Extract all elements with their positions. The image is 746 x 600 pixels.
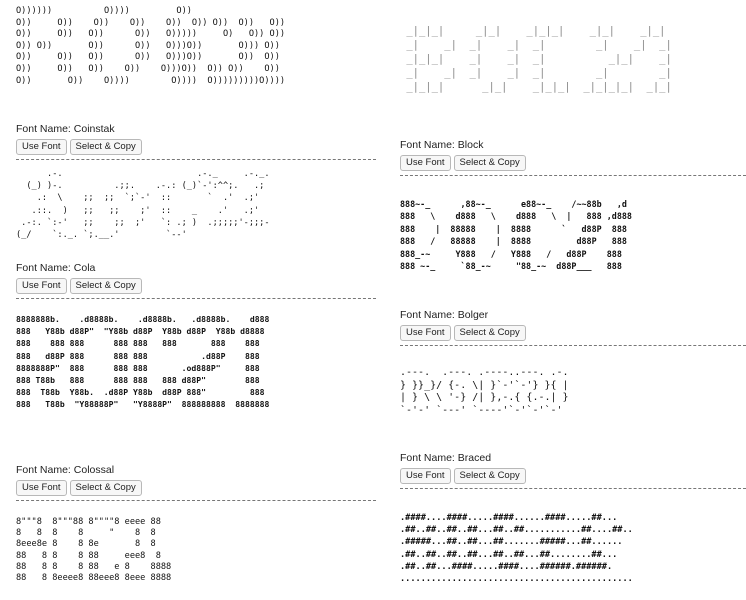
select-copy-button[interactable]: Select & Copy: [70, 480, 142, 496]
font-card-braced: [400, 452, 746, 489]
ascii-art-colossal: 8888888b. .d8888b. .d8888b. .d8888b. d888 888 Y88b d88P" "Y88b d88P Y88b d88P Y88b d8888 888 888 888 888 888 888 888 888 888 d88P 888 888 888 .d88P 888 8888888P" 888 888 888 .od888P" 888 888 T88b 888 888 888 888 d88P" 888 888 T88b Y88b. .d88P Y88b d88P 888" 888 888 T88b "Y88888P" "Y8888P" 888888888 8888888: [16, 314, 270, 410]
ascii-art-next: .####....####.....####......####.....##... .##..##..##..##...##..##...........##....##.. .#####...##..##...##.......#####...##...... .##..##..##..##...##..##...##........##... .##..##...####.....####....######.######. .............................................: [400, 513, 633, 585]
select-copy-button[interactable]: Select & Copy: [454, 325, 526, 341]
select-copy-button[interactable]: Select & Copy: [70, 278, 142, 294]
font-card-coinstak: [16, 123, 376, 160]
ascii-art-coinstak: O)))))) O)))) O)) O)) O)) O)) O)) O)) O)) O)) O)) O)) O)) O)) O)) O)) O))))) O) O)) O)) O)) O)) O)) O)) O)))O)) O))) O)) O)) O)) O)) O)) O)))O)) O)) O)) O)) O)) O)) O)) O)))O)) O)) O)) O)) O)) O)) O)))) O)))) O)))))))))O)))): [16, 6, 286, 86]
select-copy-button[interactable]: Select & Copy: [454, 155, 526, 171]
dashed-divider: [16, 298, 376, 299]
font-card-cola: [16, 262, 376, 299]
font-name-label: Font Name: Bolger: [400, 309, 489, 321]
font-name-label: Font Name: Cola: [16, 262, 96, 274]
use-font-button[interactable]: Use Font: [16, 139, 67, 155]
use-font-button[interactable]: Use Font: [400, 325, 451, 341]
select-copy-button[interactable]: Select & Copy: [454, 468, 526, 484]
font-name-label: Font Name: Coinstak: [16, 123, 115, 135]
ascii-art-next: 8"""8 8"""88 8""""8 eeee 88 8 8 8 8 " 8 8 8eee8e 8 8 8e 8 8 88 8 8 8 88 eee8 8 88 8 8 8 88 e 8 8888 88 8 8eeee8 88eee8 8eee 8888: [16, 517, 172, 584]
dashed-divider: [400, 345, 746, 346]
font-card-bolger: [400, 309, 746, 346]
dashed-divider: [400, 488, 746, 489]
use-font-button[interactable]: Use Font: [16, 278, 67, 294]
ascii-art-braced: .---. .---. .----..---. .-. } }}_}/ {-. \| }`-'`-'} }{ | | } \ \ '-} /| },-.{ {.-.| } `-'-' `---' `----'`-'`-'`-': [400, 367, 569, 416]
ascii-art-block-preview: _|_|_| _|_| _|_|_| _|_| _|_| _| _| _| _| _| _| _| _| _|_|_| _| _| _| _|_| _| _| _| _| _| _| _| _| _|_|_| _|_| _|_|_| _|_|_|_| _|_|: [406, 25, 672, 93]
dashed-divider: [16, 500, 376, 501]
dashed-divider: [400, 175, 746, 176]
select-copy-button[interactable]: Select & Copy: [70, 139, 142, 155]
dashed-divider: [16, 159, 376, 160]
font-name-label: Font Name: Colossal: [16, 464, 115, 476]
font-card-colossal: [16, 464, 376, 501]
ascii-art-bolger: 888~-_ ,88~-_ e88~-_ /~~88b ,d 888 \ d888 \ d888 \ | 888 ,d888 888 | 88888 | 8888 ` d88P 888 888 / 88888 | 8888 d88P 888 888_-~ Y888 / Y888 / d88P 888 888 ~-_ `88_-~ "88_-~ d88P___ 888: [400, 199, 632, 272]
use-font-button[interactable]: Use Font: [400, 155, 451, 171]
font-name-label: Font Name: Block: [400, 139, 484, 151]
font-card-block: [400, 139, 746, 176]
font-name-label: Font Name: Braced: [400, 452, 492, 464]
ascii-art-cola: .-. .-._ .-._. (_) )-. .;;. .-.: (_)`-':^^;. .; .: \ ;; ;; `;`-' :: ` .' .;' .::. ) ;; ;; ;' :: _ .' .;' .-:. `:-' ;; ;; ;' `: .; ) .;;;;;'-;;;- (_/ `:._. `;.__.' `--': [16, 169, 270, 241]
use-font-button[interactable]: Use Font: [400, 468, 451, 484]
use-font-button[interactable]: Use Font: [16, 480, 67, 496]
